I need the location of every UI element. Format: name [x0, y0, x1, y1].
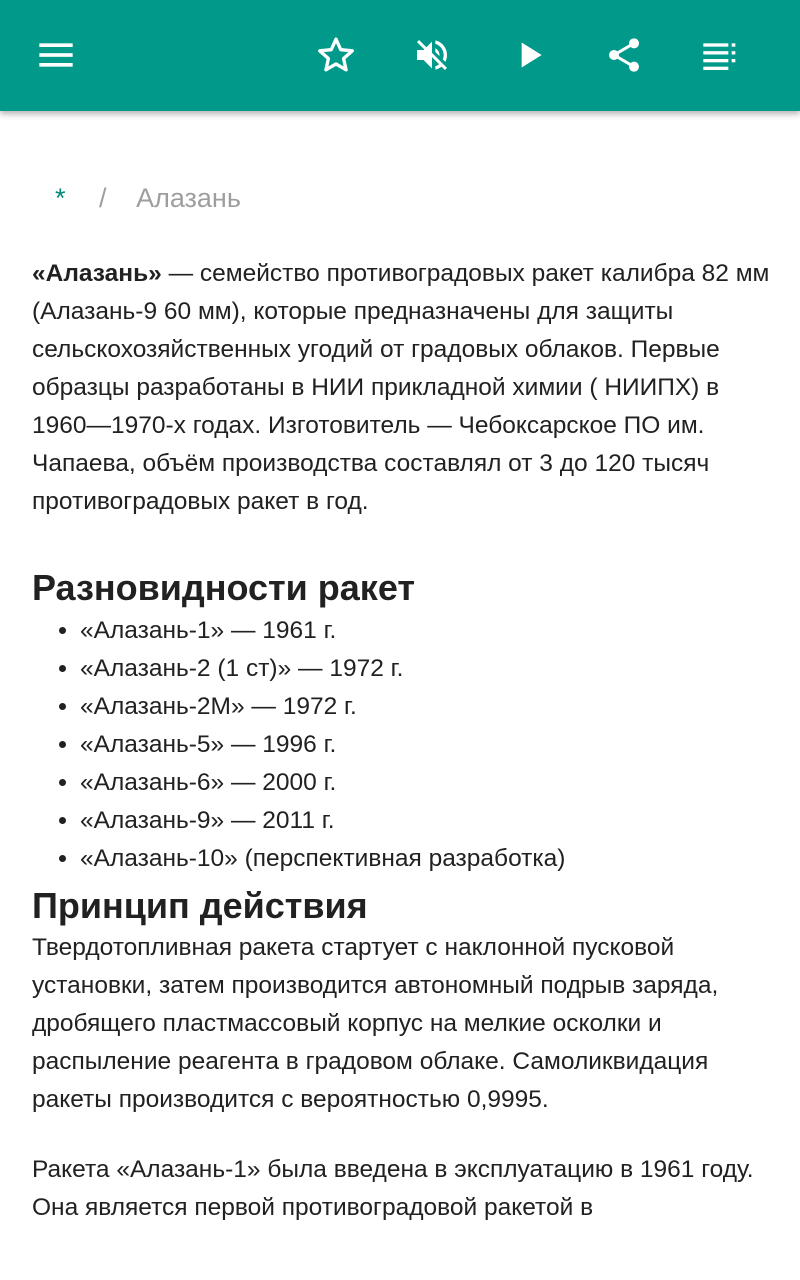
- intro-text: — семейство противоградовых ракет калибра 82 мм (Алазань-9 60 мм), которые предназначены для защиты сельскохозяйственных угодий от градовых облаков. Первые образцы разработаны в НИИ прикладной химии ( НИИПХ) в 1960—1970-х годах. Изготовитель — Чебоксарское ПО им. Чапаева, объём производства составлял от 3 до 120 тысяч противоградовых ракет в год.: [32, 260, 770, 515]
- breadcrumb: [55, 181, 241, 215]
- alazan1-paragraph: Ракета «Алазань-1» была введена в эксплуатацию в 1961 году. Она является первой противоградовой ракетой в: [32, 1156, 754, 1221]
- play-icon: [510, 35, 550, 75]
- favorite-button[interactable]: [308, 27, 364, 83]
- article-body: [32, 255, 772, 1227]
- contents-button[interactable]: [692, 27, 748, 83]
- list-item: • «Алазань-10» (перспективная разработка): [80, 840, 772, 878]
- breadcrumb-current: Алазань: [136, 183, 241, 213]
- sound-toggle-button[interactable]: [404, 27, 460, 83]
- menu-button[interactable]: [28, 27, 84, 83]
- list-item: • «Алазань-9» — 2011 г.: [80, 802, 772, 840]
- playlist-icon: [700, 35, 740, 75]
- volume-off-icon: [412, 35, 452, 75]
- list-item: • «Алазань-2 (1 ст)» — 1972 г.: [80, 650, 772, 688]
- principle-paragraph: Твердотопливная ракета стартует с наклонной пусковой установки, затем производится автономный подрыв заряда, дробящего пластмассовый корпус на мелкие осколки и распыление реагента в градовом облаке. Самоликвидация ракеты производится с вероятностью 0,9995.: [32, 934, 719, 1113]
- list-item: • «Алазань-2М» — 1972 г.: [80, 688, 772, 726]
- variants-heading: Разновидности ракет: [32, 567, 415, 608]
- app-toolbar: [0, 0, 800, 111]
- article-content: [0, 111, 800, 1280]
- article-term: «Алазань»: [32, 260, 162, 287]
- star-outline-icon: [316, 35, 356, 75]
- play-button[interactable]: [502, 27, 558, 83]
- principle-heading: Принцип действия: [32, 885, 368, 926]
- share-icon: [604, 35, 644, 75]
- variants-list: [32, 612, 772, 878]
- menu-icon: [36, 35, 76, 75]
- list-item: • «Алазань-5» — 1996 г.: [80, 726, 772, 764]
- share-button[interactable]: [596, 27, 652, 83]
- list-item: • «Алазань-6» — 2000 г.: [80, 764, 772, 802]
- list-item: • «Алазань-1» — 1961 г.: [80, 612, 772, 650]
- breadcrumb-separator: /: [99, 183, 107, 213]
- intro-paragraph: [32, 255, 772, 521]
- breadcrumb-home-link[interactable]: *: [55, 183, 66, 213]
